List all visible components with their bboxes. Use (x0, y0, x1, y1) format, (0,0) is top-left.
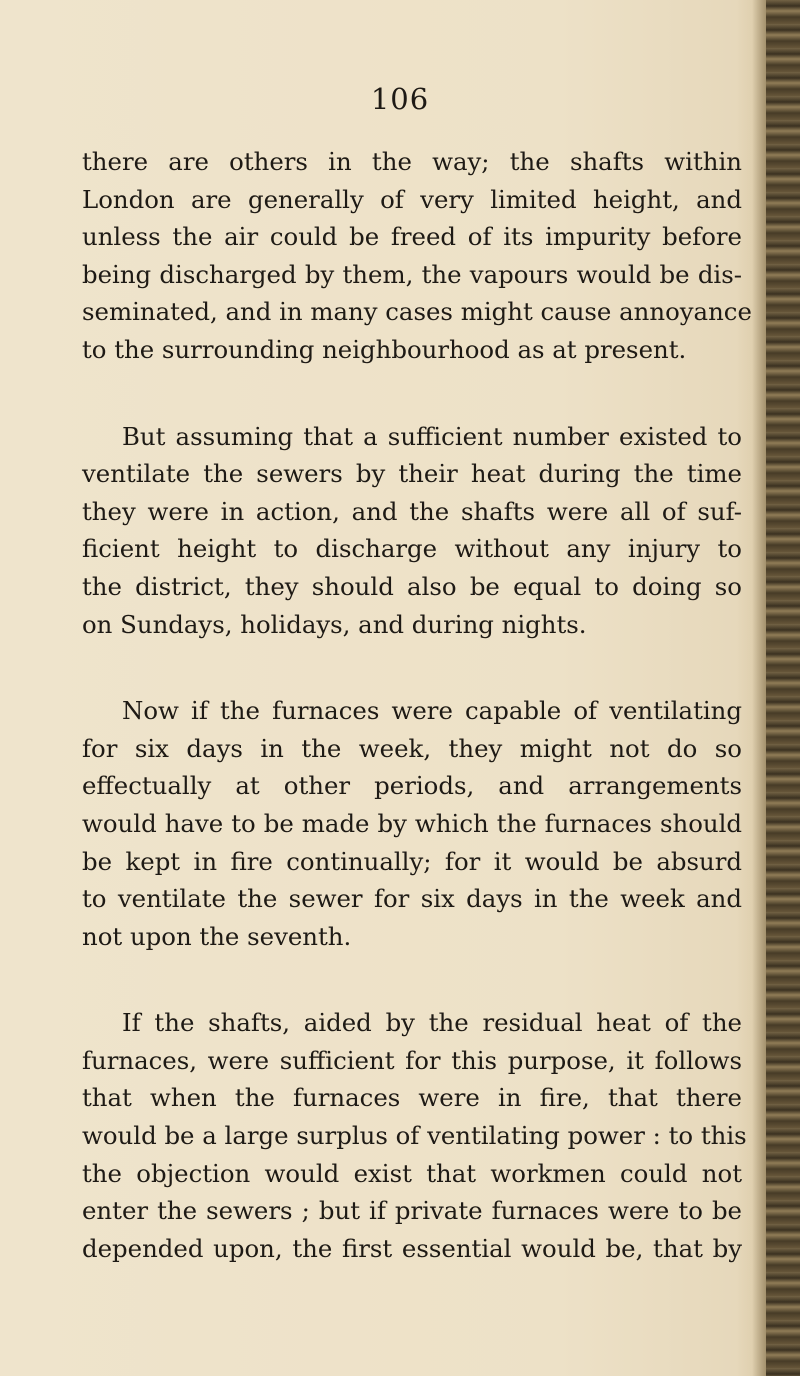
text-line: depended upon, the first essential would be, that by (82, 1233, 742, 1263)
text-line: furnaces, were sufficient for this purpose, it follows (82, 1045, 742, 1075)
paragraph-4 (82, 1004, 747, 1267)
page-number: 106 (370, 82, 430, 116)
paragraph-1 (82, 143, 752, 369)
text-line: If the shafts, aided by the residual heat of the (122, 1008, 742, 1038)
text-line: being discharged by them, the vapours would be dis- (82, 259, 742, 289)
binding-shadow (752, 0, 766, 1376)
body-text (82, 143, 752, 1316)
text-line: ventilate the sewers by their heat during the time (82, 459, 742, 489)
text-line: they were in action, and the shafts were all of suf- (82, 496, 742, 526)
text-line: would have to be made by which the furnaces should (82, 808, 742, 838)
text-line: enter the sewers ; but if private furnaces were to be (82, 1196, 742, 1226)
text-line: to ventilate the sewer for six days in the week and (82, 884, 742, 914)
text-line: Now if the furnaces were capable of ventilating (122, 696, 742, 726)
text-line: not upon the seventh. (82, 921, 352, 951)
text-line: to the surrounding neighbourhood as at present. (82, 334, 687, 364)
text-line: be kept in fire continually; for it would be absurd (82, 846, 742, 876)
text-line: on Sundays, holidays, and during nights. (82, 609, 587, 639)
text-line: effectually at other periods, and arrangements (82, 771, 742, 801)
text-line: for six days in the week, they might not do so (82, 733, 742, 763)
text-line: that when the furnaces were in fire, that there (82, 1083, 742, 1113)
text-line: the objection would exist that workmen could not (82, 1158, 742, 1188)
text-line: seminated, and in many cases might cause annoyance (82, 297, 752, 327)
paragraph-2 (82, 418, 742, 644)
text-line: the district, they should also be equal to doing so (82, 571, 742, 601)
text-line: unless the air could be freed of its impurity before (82, 222, 742, 252)
text-line: ficient height to discharge without any injury to (82, 534, 742, 564)
text-line: But assuming that a sufficient number existed to (122, 421, 742, 451)
text-line: would be a large surplus of ventilating power : to this (82, 1121, 747, 1151)
book-binding-edge (766, 0, 800, 1376)
text-line: London are generally of very limited height, and (82, 184, 742, 214)
text-line: there are others in the way; the shafts within (82, 147, 742, 176)
paragraph-3 (82, 692, 742, 955)
